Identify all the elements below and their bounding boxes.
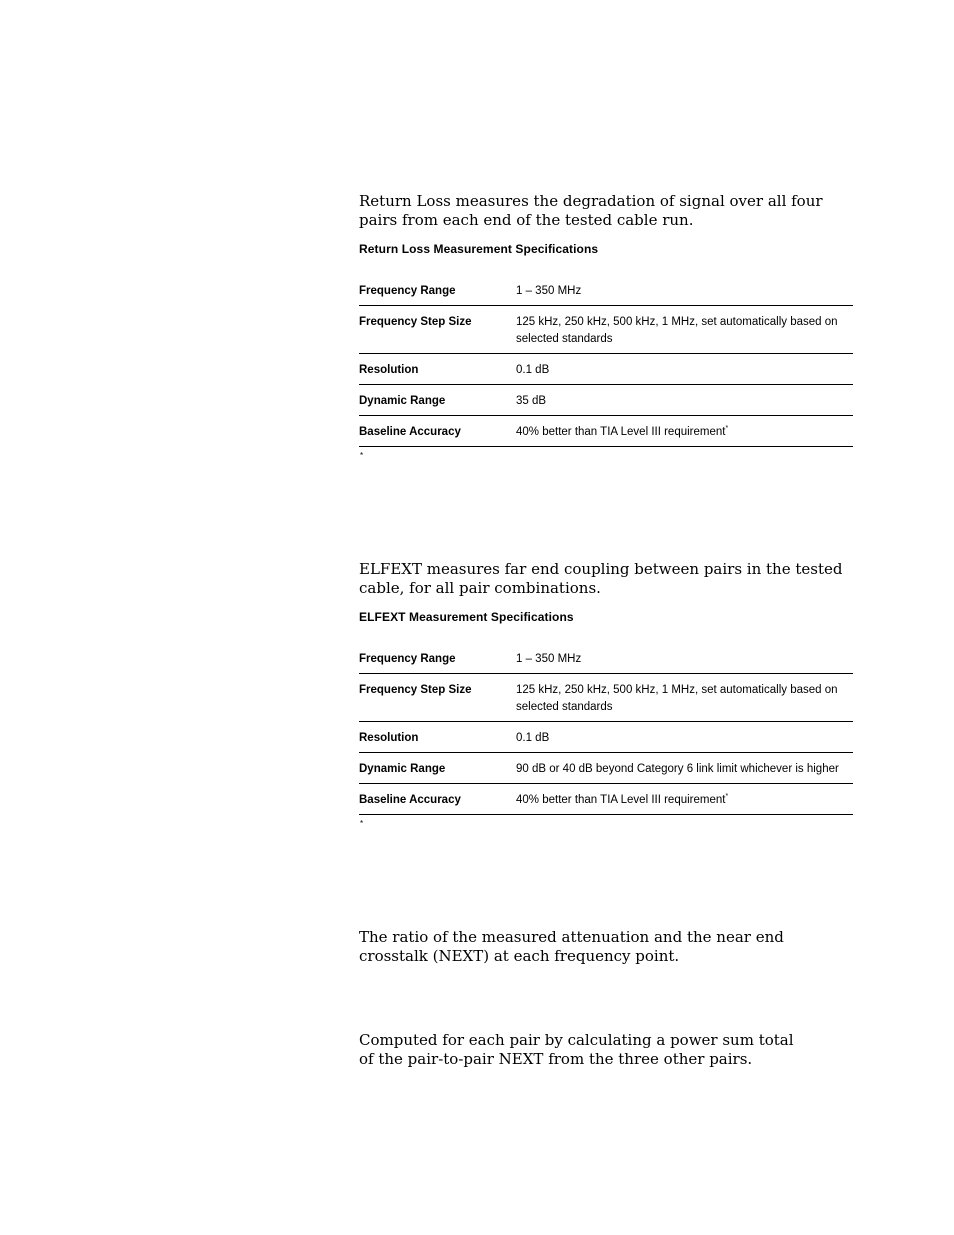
return-loss-table-title: Return Loss Measurement Specifications	[359, 242, 599, 256]
spec-label: Dynamic Range	[359, 385, 516, 416]
spec-value: 0.1 dB	[516, 354, 853, 385]
spec-value	[516, 784, 853, 815]
table-row	[359, 306, 853, 354]
psnext-description: Computed for each pair by calculating a power sum total of the pair-to-pair NEXT from the three other pairs.	[359, 1031, 794, 1068]
spec-value	[516, 416, 853, 447]
spec-value: 1 – 350 MHz	[516, 283, 853, 306]
table-row	[359, 674, 853, 722]
spec-value: 35 dB	[516, 385, 853, 416]
table-row	[359, 354, 853, 385]
table-row	[359, 784, 853, 815]
return-loss-intro: Return Loss measures the degradation of signal over all four pairs from each end of the tested cable run.	[359, 192, 823, 229]
table-row	[359, 753, 853, 784]
return-loss-spec-table	[359, 283, 853, 447]
spec-label: Dynamic Range	[359, 753, 516, 784]
elfext-table-title: ELFEXT Measurement Specifications	[359, 610, 574, 624]
elfext-intro: ELFEXT measures far end coupling between pairs in the tested cable, for all pair combinations.	[359, 560, 843, 597]
footnote-ref: *	[725, 425, 729, 433]
spec-label: Resolution	[359, 354, 516, 385]
footnote-mark: *	[360, 819, 364, 828]
spec-value-text: 40% better than TIA Level III requirement	[516, 794, 726, 806]
table-row	[359, 283, 853, 306]
table-row	[359, 651, 853, 674]
spec-label: Resolution	[359, 722, 516, 753]
spec-value: 1 – 350 MHz	[516, 651, 853, 674]
spec-label: Baseline Accuracy	[359, 416, 516, 447]
table-row	[359, 416, 853, 447]
spec-value: 0.1 dB	[516, 722, 853, 753]
spec-label: Baseline Accuracy	[359, 784, 516, 815]
spec-label: Frequency Range	[359, 283, 516, 306]
table-row	[359, 722, 853, 753]
footnote-mark: *	[360, 451, 364, 460]
acr-description: The ratio of the measured attenuation and the near end crosstalk (NEXT) at each frequency point.	[359, 928, 784, 965]
spec-value: 125 kHz, 250 kHz, 500 kHz, 1 MHz, set automatically based on selected standards	[516, 674, 853, 722]
table-row	[359, 385, 853, 416]
spec-label: Frequency Range	[359, 651, 516, 674]
spec-value-text: 40% better than TIA Level III requirement	[516, 426, 726, 438]
footnote-ref: *	[725, 793, 729, 801]
spec-label: Frequency Step Size	[359, 674, 516, 722]
spec-value: 125 kHz, 250 kHz, 500 kHz, 1 MHz, set automatically based on selected standards	[516, 306, 853, 354]
spec-value: 90 dB or 40 dB beyond Category 6 link limit whichever is higher	[516, 753, 853, 784]
spec-label: Frequency Step Size	[359, 306, 516, 354]
elfext-spec-table	[359, 651, 853, 815]
